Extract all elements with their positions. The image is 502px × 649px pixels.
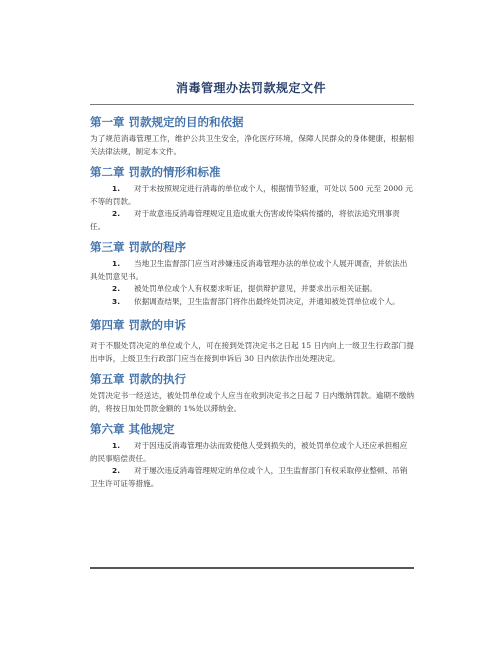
list-item	[90, 465, 414, 490]
chapter-heading: 第四章 罚款的申诉	[90, 318, 187, 332]
chapter-2	[90, 163, 414, 233]
document-body	[90, 113, 414, 490]
chapter-heading: 第一章 罚款规定的目的和依据	[90, 115, 244, 129]
footer-divider	[90, 567, 414, 569]
item-number: 2.	[112, 466, 120, 475]
item-number: 1.	[112, 441, 120, 450]
item-text: 被处罚单位或个人有权要求听证，提供辩护意见，并要求出示相关证据。	[134, 284, 377, 293]
item-number: 1.	[112, 184, 120, 193]
chapter-6	[90, 420, 414, 490]
item-text: 对于屡次违反消毒管理规定的单位或个人，卫生监督部门有权采取停业整顿、吊销卫生许可证等措施。	[90, 466, 408, 488]
chapter-heading: 第五章 罚款的执行	[90, 372, 187, 386]
item-text: 对于故意违反消毒管理规定且造成重大伤害或传染病传播的，将依法追究刑事责任。	[90, 209, 400, 231]
item-text: 当地卫生监督部门应当对涉嫌违反消毒管理办法的单位或个人展开调查，并依法出具处罚意见书。	[90, 259, 408, 281]
item-text: 对于因违反消毒管理办法而致使他人受到损失的，被处罚单位或个人还应承担相应的民事赔偿责任。	[90, 441, 408, 463]
chapter-heading: 第六章 其他规定	[90, 422, 175, 436]
chapter-heading: 第三章 罚款的程序	[90, 240, 187, 254]
chapter-paragraph: 为了规范消毒管理工作，维护公共卫生安全，净化医疗环境，保障人民群众的身体健康，根据相关法律法规，制定本文件。	[90, 134, 414, 156]
chapter-4	[90, 316, 414, 365]
list-item	[90, 258, 414, 283]
list-item	[90, 183, 414, 208]
item-text: 对于未按照规定进行消毒的单位或个人，根据情节轻重，可处以 500 元至 2000 元不等的罚款。	[90, 184, 413, 206]
list-item	[90, 283, 414, 296]
chapter-1	[90, 113, 414, 158]
chapter-5	[90, 370, 414, 415]
item-number: 2.	[112, 209, 120, 218]
item-text: 依据调查结果，卫生监督部门将作出最终处罚决定，并通知被处罚单位或个人。	[134, 296, 400, 306]
list-item	[90, 440, 414, 465]
chapter-paragraph: 处罚决定书一经送达，被处罚单位或个人应当在收到决定书之日起 7 日内缴纳罚款。逾期不缴纳的，将按日加处罚款金额的 1%处以滞纳金。	[90, 391, 414, 413]
document-title: 消毒管理办法罚款规定文件	[175, 81, 326, 95]
item-number: 3.	[112, 296, 120, 306]
item-number: 1.	[112, 259, 120, 268]
list-item	[90, 296, 414, 309]
list-item	[90, 208, 414, 233]
item-number: 2.	[112, 284, 120, 293]
title-divider	[90, 104, 414, 105]
chapter-3	[90, 238, 414, 308]
chapter-paragraph: 对于不服处罚决定的单位或个人，可在接到处罚决定书之日起 15 日内向上一级卫生行政部门提出申诉，上级卫生行政部门应当在接到申诉后 30 日内依法作出处理决定。	[90, 341, 414, 363]
chapter-heading: 第二章 罚款的情形和标准	[90, 165, 221, 179]
